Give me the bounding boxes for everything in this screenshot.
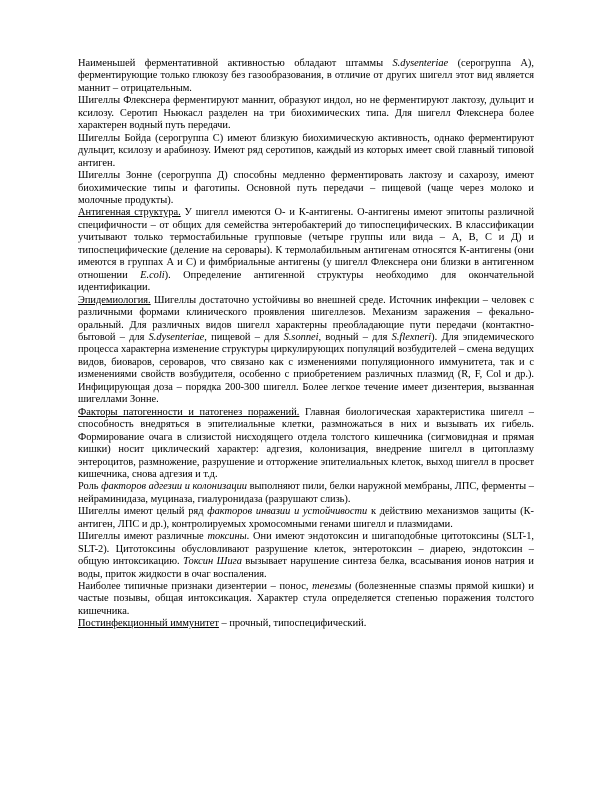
paragraph-text: , пищевой – для [204, 331, 284, 343]
paragraph [78, 170, 534, 207]
paragraph-text: Шигеллы имеют целый ряд [78, 506, 208, 518]
paragraph-text: Главная биологическая характеристика шигелл – способность внедряться в эпителиальные клетки, размножаться в них и вызывать их гибель. Формирование очага в слизистой нисходящего отдела толстого кишечника (сигмовидная и прямая кишки) носит циклический характер: адгезия, колонизация, внедрение шигелл в цитоплазму энтероцитов, размножение, разрушение и отторжение эпителиальных клеток, выход шигелл в просвет кишечника, снова адгезия и т.д. [78, 406, 534, 480]
paragraph-text: У шигелл имеются О- и К-антигены. О-антигены имеют эпитопы различной специфичности – от общих для семейства энтеробактерий до типоспецифических. В классификации учитывают только термостабильные групповые (четыре группы или вида – А, В, С и Д) и типоспецифические (деление на серовары). К термолабильным антигенам относятся К-антигены (они имеются в группах А и С) и фимбриальные антигены (у шигелл Флекснера они близки в антигенном отношении [78, 207, 534, 281]
paragraph [78, 133, 534, 170]
paragraph [78, 407, 534, 482]
paragraph-text: (серогруппа А), ферментирующие только глюкозу без газообразования, в отличие от других шигелл этот вид является маннит – отрицательным. [78, 58, 534, 94]
paragraph [78, 58, 534, 95]
italic-term: факторов инвазии и устойчивости [207, 506, 368, 518]
section-heading: Постинфекционный иммунитет [78, 618, 219, 630]
section-heading: Антигенная структура. [78, 207, 181, 219]
section-heading: Факторы патогенности и патогенез поражений. [78, 406, 300, 418]
paragraph-text: . Они имеют эндотоксин и шигаподобные цитотоксины (SLT-1, SLT-2). Цитотоксины обусловливают разрушение клеток, энтеротоксин – диарею, эндотоксин – общую интоксикацию. [78, 531, 535, 568]
italic-term: S.dysenteriae [148, 331, 205, 343]
paragraph-text: Шигеллы Бойда (серогруппа С) имеют близкую биохимическую активность, однако ферментируют дульцит, ксилозу и арабинозу. Имеют ряд серотипов, каждый из которых имеет свой главный типовой антиген. [78, 132, 534, 169]
section-heading: Эпидемиология. [78, 294, 151, 306]
italic-term: S.sonnei [283, 331, 319, 343]
paragraph-text: Шигеллы Зонне (серогруппа Д) способны медленно ферментировать лактозу и сахарозу, имеют биохимические типы и фаготипы. Основной путь передачи – пищевой (чаще через молоко и молочные продукты). [78, 170, 534, 206]
italic-term: S.flexneri [391, 331, 432, 343]
paragraph [78, 581, 534, 618]
document-body [78, 58, 534, 631]
paragraph [78, 618, 534, 630]
paragraph-text: к действию механизмов защиты (К-антиген, ЛПС и др.), контролируемых хромосомными генами шигелл и плазмидами. [78, 506, 534, 530]
paragraph [78, 95, 534, 132]
italic-term: E.coli [140, 269, 165, 281]
paragraph-text: , водный – для [318, 331, 392, 343]
paragraph-text: Роль [78, 481, 102, 493]
paragraph-text: Шигеллы достаточно устойчивы во внешней среде. Источник инфекции – человек с различными формами клинического проявления шигеллезов. Механизм заражения – фекально-оральный. Для различных видов шигелл характерны преобладающие пути передачи (контактно-бытовой – для [78, 294, 534, 343]
paragraph [78, 506, 534, 531]
italic-term: S.dysenteriae [392, 58, 449, 69]
paragraph-text: ). Определение антигенной структуры необходимо для окончательной идентификации. [78, 269, 535, 294]
paragraph [78, 207, 534, 294]
italic-term: токсины [207, 531, 247, 543]
paragraph-text: Шигеллы имеют различные [78, 531, 208, 543]
paragraph-text: – прочный, типоспецифический. [218, 618, 367, 630]
paragraph [78, 481, 534, 506]
italic-term: факторов адгезии и колонизации [101, 481, 247, 493]
italic-term: Токсин Шига [183, 556, 242, 568]
paragraph [78, 295, 534, 407]
paragraph-text: ). Для эпидемического процесса характерна изменение структуры циркулирующих популяций возбудителей – смена ведущих видов, биоваров, сероваров, что связано как с изменениями популяционного иммунитета, так и с изменениями свойств возбудителя, особенно с приобретением различных плазмид (R, F, Col и др.). Инфицирующая доза – порядка 200-300 шигелл. Более легкое течение имеет дизентерия, вызванная шигеллами Зонне. [78, 331, 534, 406]
paragraph-text: Наиболее типичные признаки дизентерии – понос, [78, 581, 313, 593]
paragraph [78, 531, 534, 581]
paragraph-text: выполняют пили, белки наружной мембраны, ЛПС, ферменты – нейраминидаза, муциназа, гиалуронидаза (разрушают слизь). [78, 481, 534, 505]
paragraph-text: Наименьшей ферментативной активностью обладают штаммы [78, 58, 393, 69]
paragraph-text: Шигеллы Флекснера ферментируют маннит, образуют индол, но не ферментируют лактозу, дульцит и ксилозу. Серотип Ньюкасл разделен на три биохимических типа. Для шигелл Флекснера более характерен водный путь передачи. [78, 95, 534, 132]
paragraph-text: вызывает нарушение синтеза белка, всасывания ионов натрия и воды, приток жидкости в очаг воспаления. [78, 556, 534, 580]
paragraph-text: (болезненные спазмы прямой кишки) и частые позывы, общая интоксикация. Характер стула определяется степенью поражения толстого кишечника. [78, 581, 534, 617]
italic-term: тенезмы [312, 581, 352, 593]
